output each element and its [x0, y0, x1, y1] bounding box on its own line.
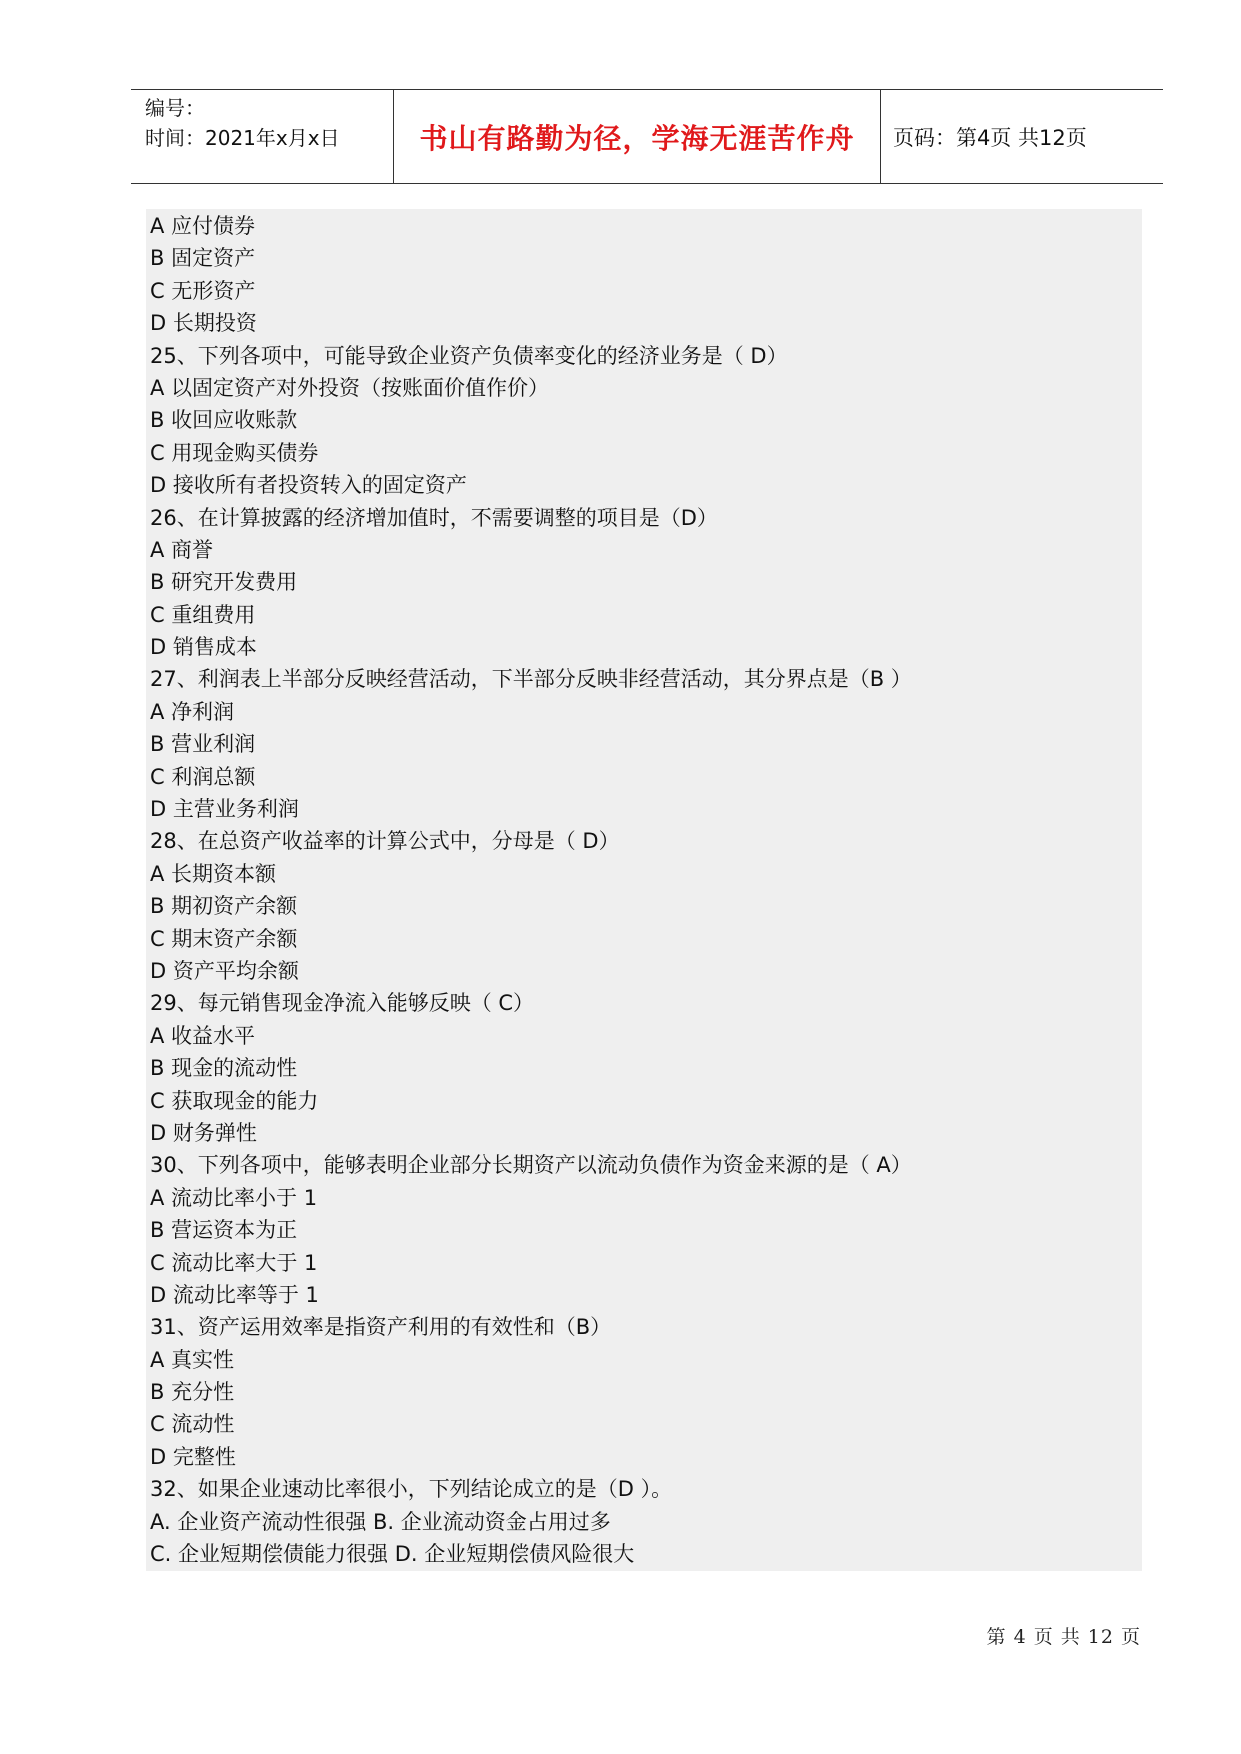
option-text: C 获取现金的能力	[150, 1088, 319, 1113]
option-text: B 营运资本为正	[150, 1218, 298, 1243]
page-footer: 第 4 页 共 12 页	[986, 1626, 1141, 1648]
option-text: C 无形资产	[150, 278, 256, 303]
option-text: A 商誉	[150, 537, 214, 562]
option-text: A. 企业资产流动性很强 B. 企业流动资金占用过多	[150, 1509, 611, 1534]
question-text: 29、每元销售现金净流入能够反映（ C）	[150, 991, 535, 1016]
option-text: D 资产平均余额	[150, 958, 299, 983]
header-meta	[131, 90, 393, 183]
option-text: B 充分性	[150, 1380, 235, 1405]
question-text: 28、在总资产收益率的计算公式中，分母是（ D）	[150, 829, 620, 854]
option-text: C 重组费用	[150, 602, 256, 627]
option-text: A 应付债券	[150, 214, 256, 238]
option-text: B 营业利润	[150, 732, 256, 757]
question-text: 27、利润表上半部分反映经营活动，下半部分反映非经营活动，其分界点是（B ）	[150, 667, 912, 692]
option-text: A 收益水平	[150, 1023, 256, 1048]
option-text: A 真实性	[150, 1347, 235, 1372]
option-text: D 主营业务利润	[150, 797, 299, 822]
option-text: B 收回应收账款	[150, 408, 298, 433]
question-text: 25、下列各项中，可能导致企业资产负债率变化的经济业务是（ D）	[150, 343, 788, 368]
time-label: 时间：2021年x月x日	[145, 126, 340, 150]
option-text: B 现金的流动性	[150, 1056, 298, 1081]
option-text: C 流动比率大于 1	[150, 1250, 318, 1275]
question-text: 32、如果企业速动比率很小，下列结论成立的是（D ）。	[150, 1477, 673, 1502]
header-motto: 书山有路勤为径，学海无涯苦作舟	[393, 90, 881, 183]
question-list	[146, 209, 1142, 1571]
option-text: D 接收所有者投资转入的固定资产	[150, 473, 467, 498]
option-text: C. 企业短期偿债能力很强 D. 企业短期偿债风险很大	[150, 1542, 635, 1567]
option-text: C 流动性	[150, 1412, 235, 1437]
option-text: D 长期投资	[150, 311, 257, 336]
option-text: A 以固定资产对外投资（按账面价值作价）	[150, 375, 550, 400]
option-text: A 长期资本额	[150, 861, 277, 886]
header-page-info: 页码：第4页 共12页	[893, 125, 1087, 150]
option-text: A 净利润	[150, 699, 235, 724]
option-text: B 期初资产余额	[150, 894, 298, 919]
option-text: D 流动比率等于 1	[150, 1282, 319, 1307]
question-text: 30、下列各项中，能够表明企业部分长期资产以流动负债作为资金来源的是（ A）	[150, 1153, 912, 1178]
number-label: 编号：	[145, 96, 205, 120]
question-text: 26、在计算披露的经济增加值时，不需要调整的项目是（D）	[150, 505, 718, 530]
page-header	[131, 89, 1163, 184]
question-text: 31、资产运用效率是指资产利用的有效性和（B）	[150, 1315, 612, 1340]
option-text: C 期末资产余额	[150, 926, 298, 951]
option-text: C 利润总额	[150, 764, 256, 789]
option-text: C 用现金购买债券	[150, 440, 319, 465]
option-text: B 研究开发费用	[150, 570, 298, 595]
option-text: D 完整性	[150, 1444, 236, 1469]
option-text: A 流动比率小于 1	[150, 1185, 318, 1210]
option-text: B 固定资产	[150, 246, 256, 271]
option-text: D 销售成本	[150, 635, 257, 660]
option-text: D 财务弹性	[150, 1120, 257, 1145]
